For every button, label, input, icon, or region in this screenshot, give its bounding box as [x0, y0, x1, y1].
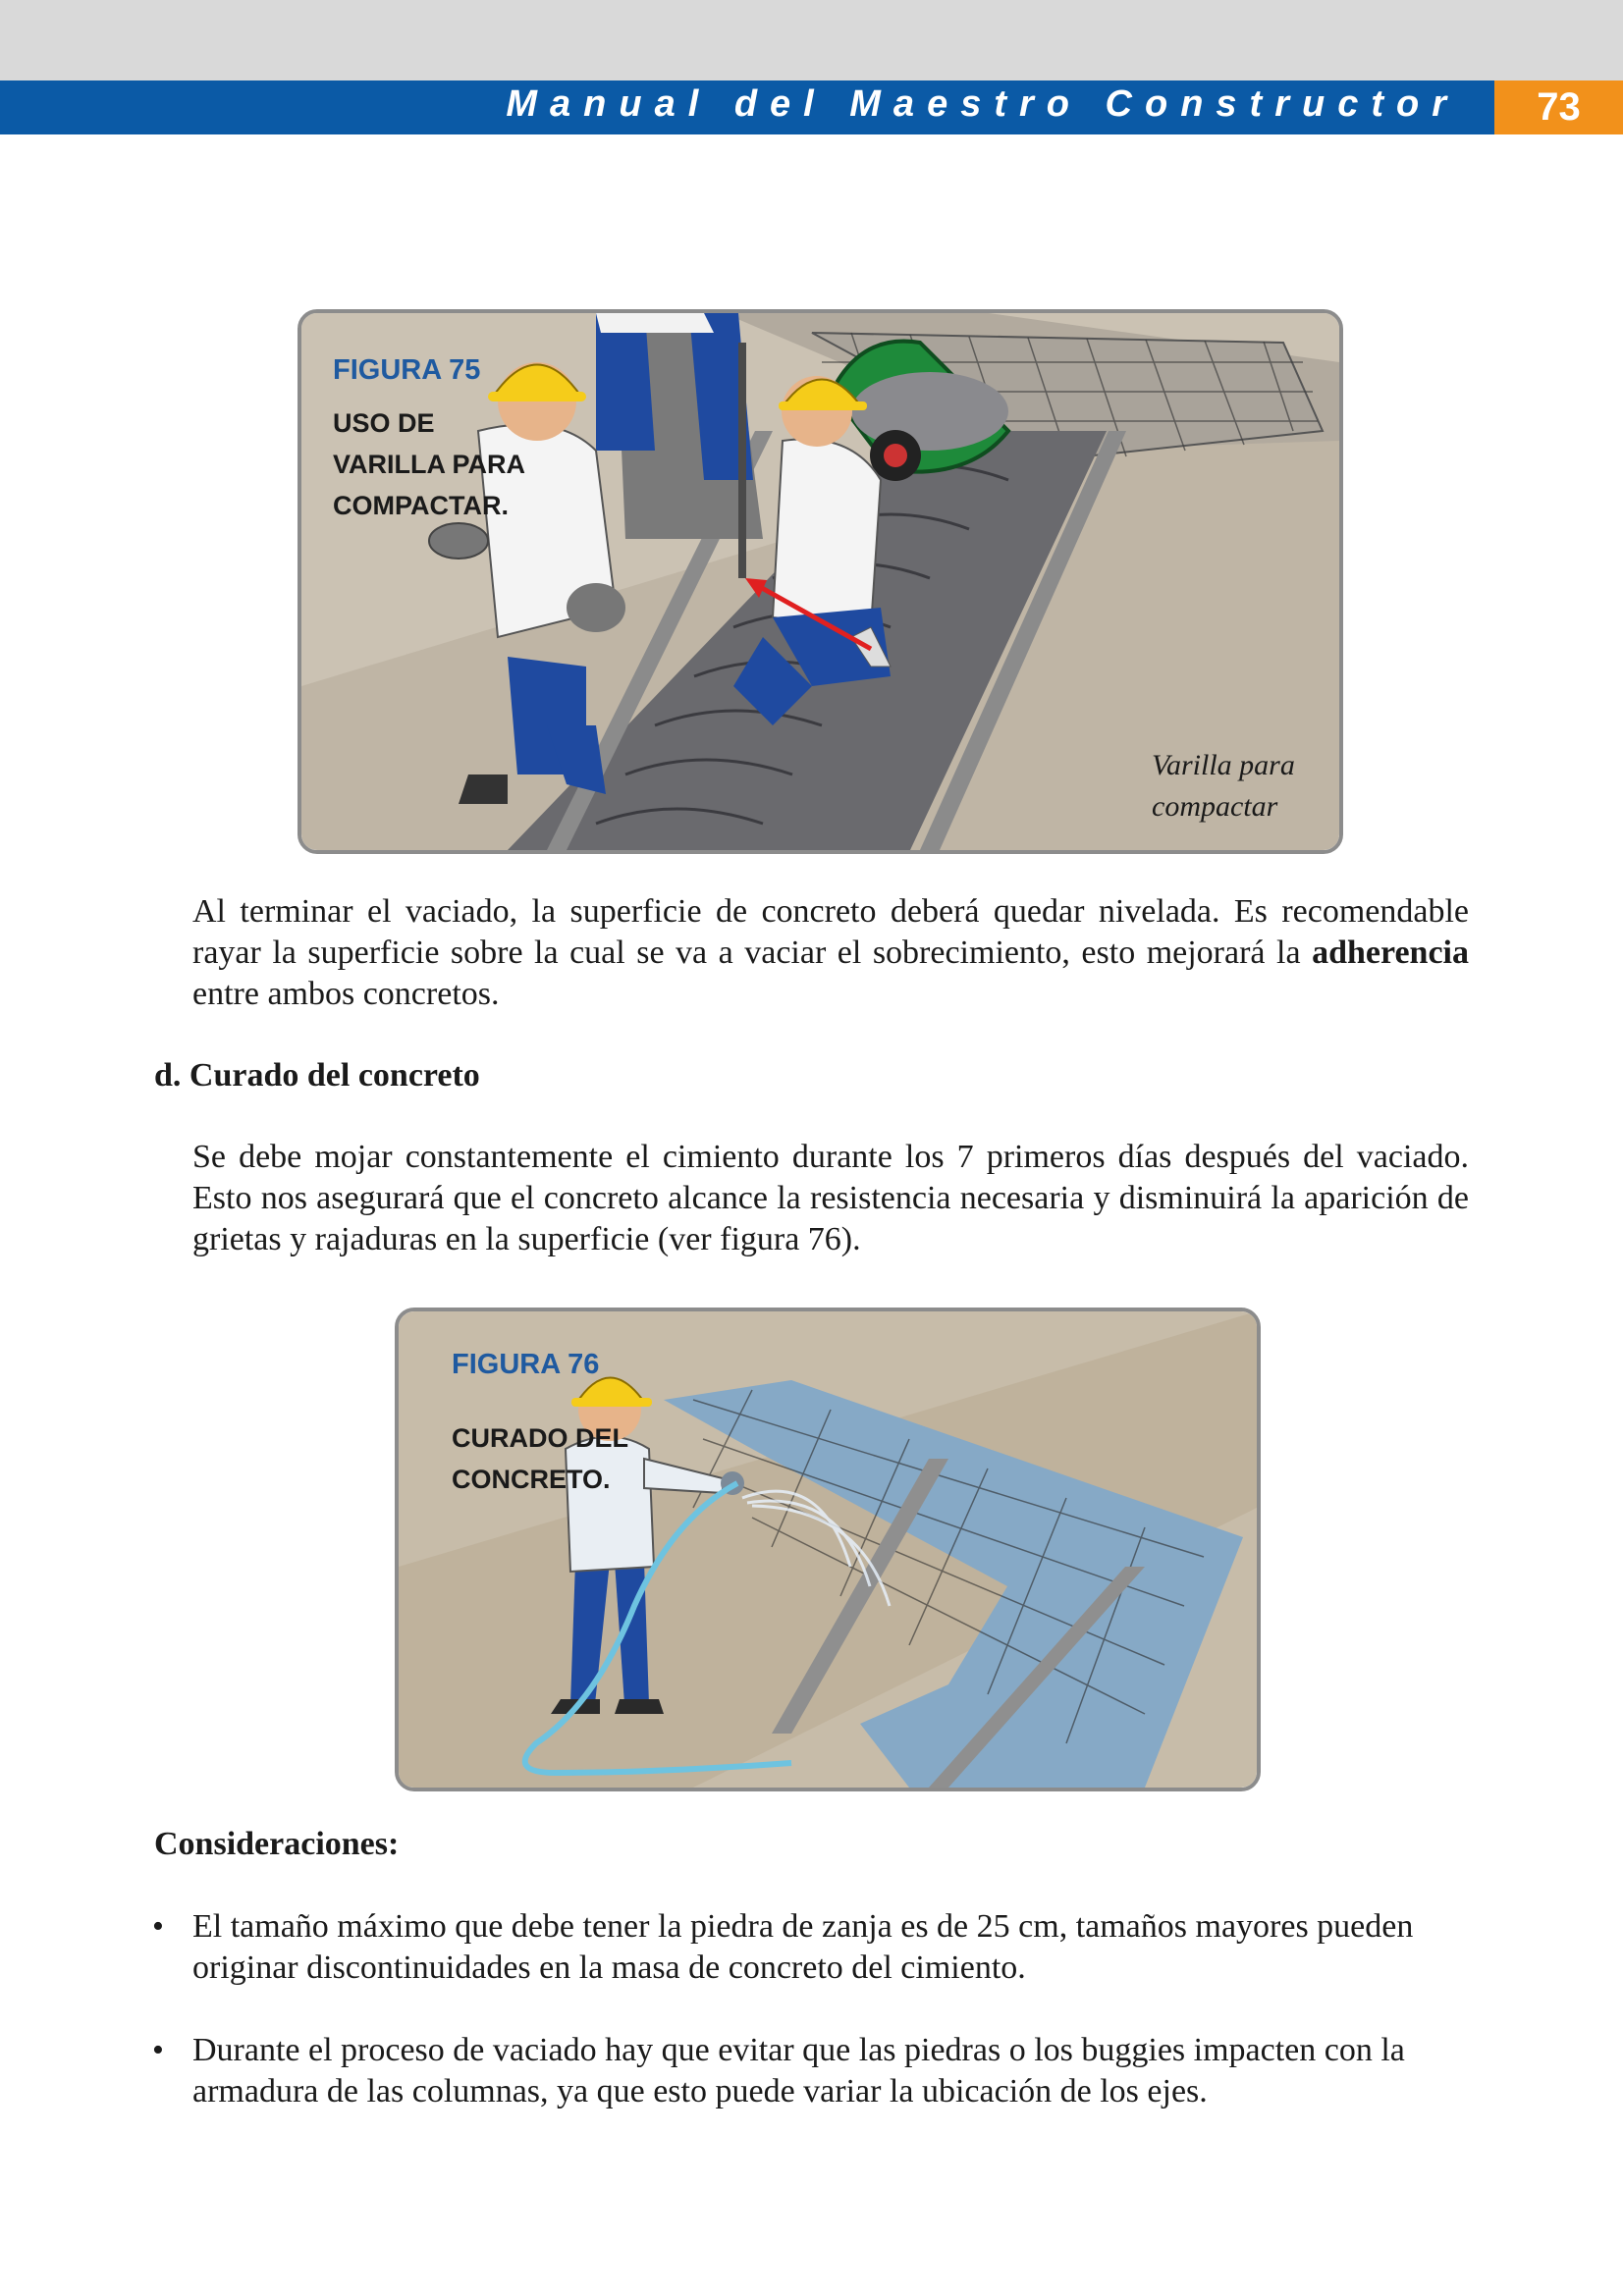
figure-75-caption [333, 402, 525, 526]
figure-75-caption-line: VARILLA PARA [333, 450, 525, 479]
figure-76 [395, 1308, 1261, 1791]
figure-75-note-line: Varilla para [1152, 749, 1295, 781]
top-gray-strip [0, 0, 1623, 80]
paragraph-nivelada [192, 891, 1469, 1015]
book-title: Manual del Maestro Constructor [506, 83, 1459, 125]
figure-75-arrow-note [1152, 745, 1295, 828]
figure-76-caption-line: CONCRETO. [452, 1465, 611, 1494]
page-number: 73 [1494, 80, 1623, 134]
figure-75-note-line: compactar [1152, 790, 1278, 823]
list-item-text: El tamaño máximo que debe tener la piedra de zanja es de 25 cm, tamaños mayores pueden originar discontinuidades en la masa de concreto del cimiento. [192, 1908, 1414, 1986]
bullet-icon: • [152, 1908, 164, 1945]
bold-term: adherencia [1312, 934, 1469, 971]
paragraph-text: Al terminar el vaciado, la superficie de concreto deberá quedar nivelada. Es recomendable rayar la superficie sobre la cual se va a vaciar el sobrecimiento, esto mejorará la [192, 893, 1469, 971]
figure-76-caption [452, 1417, 628, 1500]
header-band [0, 80, 1494, 134]
section-heading-consideraciones: Consideraciones: [154, 1826, 400, 1862]
paragraph-text: entre ambos concretos. [192, 976, 500, 1012]
bullet-icon: • [152, 2032, 164, 2068]
figure-75-label: FIGURA 75 [333, 354, 481, 386]
figure-75-caption-line: USO DE [333, 408, 435, 438]
section-heading-curado: d. Curado del concreto [154, 1057, 480, 1094]
figure-76-caption-line: CURADO DEL [452, 1423, 628, 1453]
paragraph-curado: Se debe mojar constantemente el cimiento durante los 7 primeros días después del vaciado. Esto nos asegurará que el concreto alcance la resistencia necesaria y disminuirá la aparición de grietas y rajaduras en la superficie (ver figura 76). [192, 1139, 1469, 1257]
list-item-text: Durante el proceso de vaciado hay que evitar que las piedras o los buggies impacten con la armadura de las columnas, ya que esto puede variar la ubicación de los ejes. [192, 2032, 1405, 2109]
figure-75 [298, 309, 1343, 854]
figure-76-label: FIGURA 76 [452, 1349, 600, 1380]
list-item [152, 1906, 1471, 1989]
worker-watering-concrete-illustration [399, 1311, 1257, 1788]
figure-75-caption-line: COMPACTAR. [333, 491, 509, 520]
list-item [152, 2030, 1471, 2112]
